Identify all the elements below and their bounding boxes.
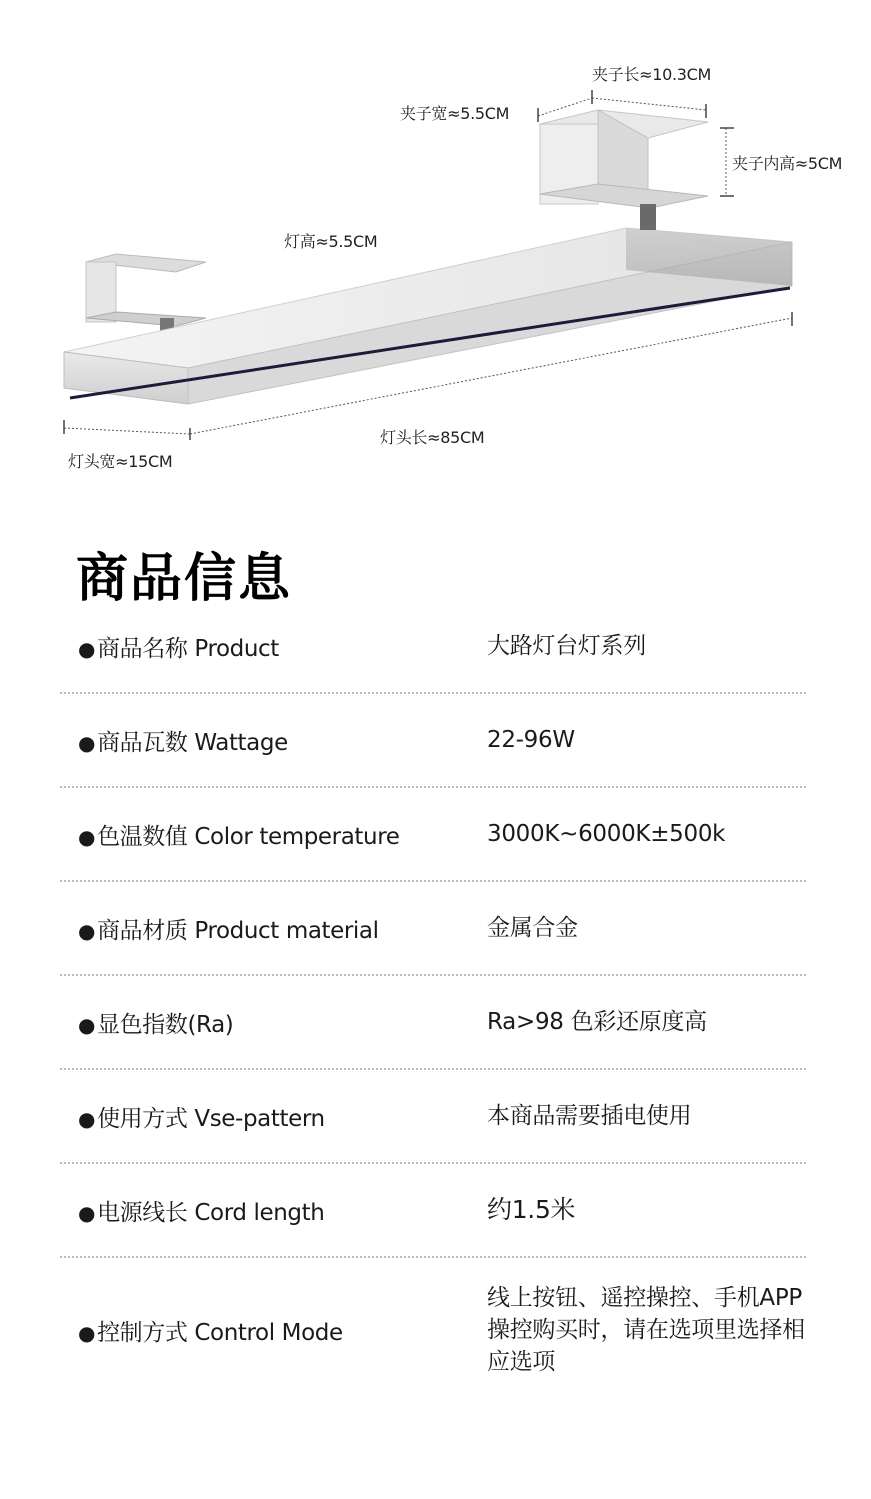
spec-row-control-mode — [60, 1258, 806, 1402]
right-clip — [540, 110, 708, 230]
spec-name-text: 色温数值 Color temperature — [97, 823, 400, 850]
spec-row-color-temperature — [60, 788, 806, 882]
clip-inner-height-label: 夹子内高≈5CM — [732, 154, 843, 173]
spec-value: 本商品需要插电使用 — [487, 1103, 692, 1129]
spec-name — [78, 818, 400, 851]
spec-row-ra — [60, 976, 806, 1070]
spec-row-usage — [60, 1070, 806, 1164]
spec-name-text: 电源线长 Cord length — [97, 1199, 325, 1226]
spec-value: 金属合金 — [487, 915, 578, 941]
spec-name — [78, 1314, 343, 1347]
left-clip — [86, 254, 206, 332]
head-width-label: 灯头宽≈15CM — [68, 452, 173, 471]
bullet-icon: ● — [78, 636, 96, 661]
head-length-label: 灯头长≈85CM — [380, 428, 485, 447]
bullet-icon: ● — [78, 918, 96, 943]
bullet-icon: ● — [78, 730, 96, 755]
spec-name-text: 使用方式 Vse-pattern — [97, 1105, 325, 1132]
clip-width-label: 夹子宽≈5.5CM — [400, 104, 510, 123]
spec-table — [60, 600, 806, 1402]
spec-name — [78, 724, 288, 757]
spec-name — [78, 630, 279, 663]
spec-value: 3000K~6000K±500k — [487, 821, 726, 847]
bullet-icon: ● — [78, 824, 96, 849]
spec-name — [78, 1194, 324, 1227]
bullet-icon: ● — [78, 1012, 96, 1037]
bullet-icon: ● — [78, 1320, 96, 1345]
spec-row-wattage — [60, 694, 806, 788]
spec-value: 线上按钮、遥控操控、手机APP操控购买时，请在选项里选择相应选项 — [487, 1285, 805, 1375]
section-title: 商品信息 — [76, 549, 293, 609]
spec-value: 大路灯台灯系列 — [487, 633, 646, 659]
spec-row-cord-length — [60, 1164, 806, 1258]
clip-length-label: 夹子长≈10.3CM — [592, 65, 712, 84]
spec-name-text: 商品瓦数 Wattage — [97, 729, 288, 756]
lamp-height-label: 灯高≈5.5CM — [284, 232, 378, 251]
product-dimension-diagram — [0, 0, 871, 500]
spec-name-text: 商品材质 Product material — [97, 917, 379, 944]
spec-value: Ra>98 色彩还原度高 — [487, 1009, 707, 1035]
spec-name-text: 商品名称 Product — [97, 635, 279, 662]
bullet-icon: ● — [78, 1106, 96, 1131]
spec-value: 22-96W — [487, 727, 575, 753]
spec-row-material — [60, 882, 806, 976]
spec-name-text: 显色指数(Ra) — [97, 1011, 234, 1038]
spec-name — [78, 1100, 325, 1133]
spec-name — [78, 912, 379, 945]
bullet-icon: ● — [78, 1200, 96, 1225]
spec-name — [78, 1006, 233, 1039]
spec-row-product — [60, 600, 806, 694]
spec-name-text: 控制方式 Control Mode — [97, 1319, 343, 1346]
spec-value: 约1.5米 — [487, 1195, 576, 1224]
